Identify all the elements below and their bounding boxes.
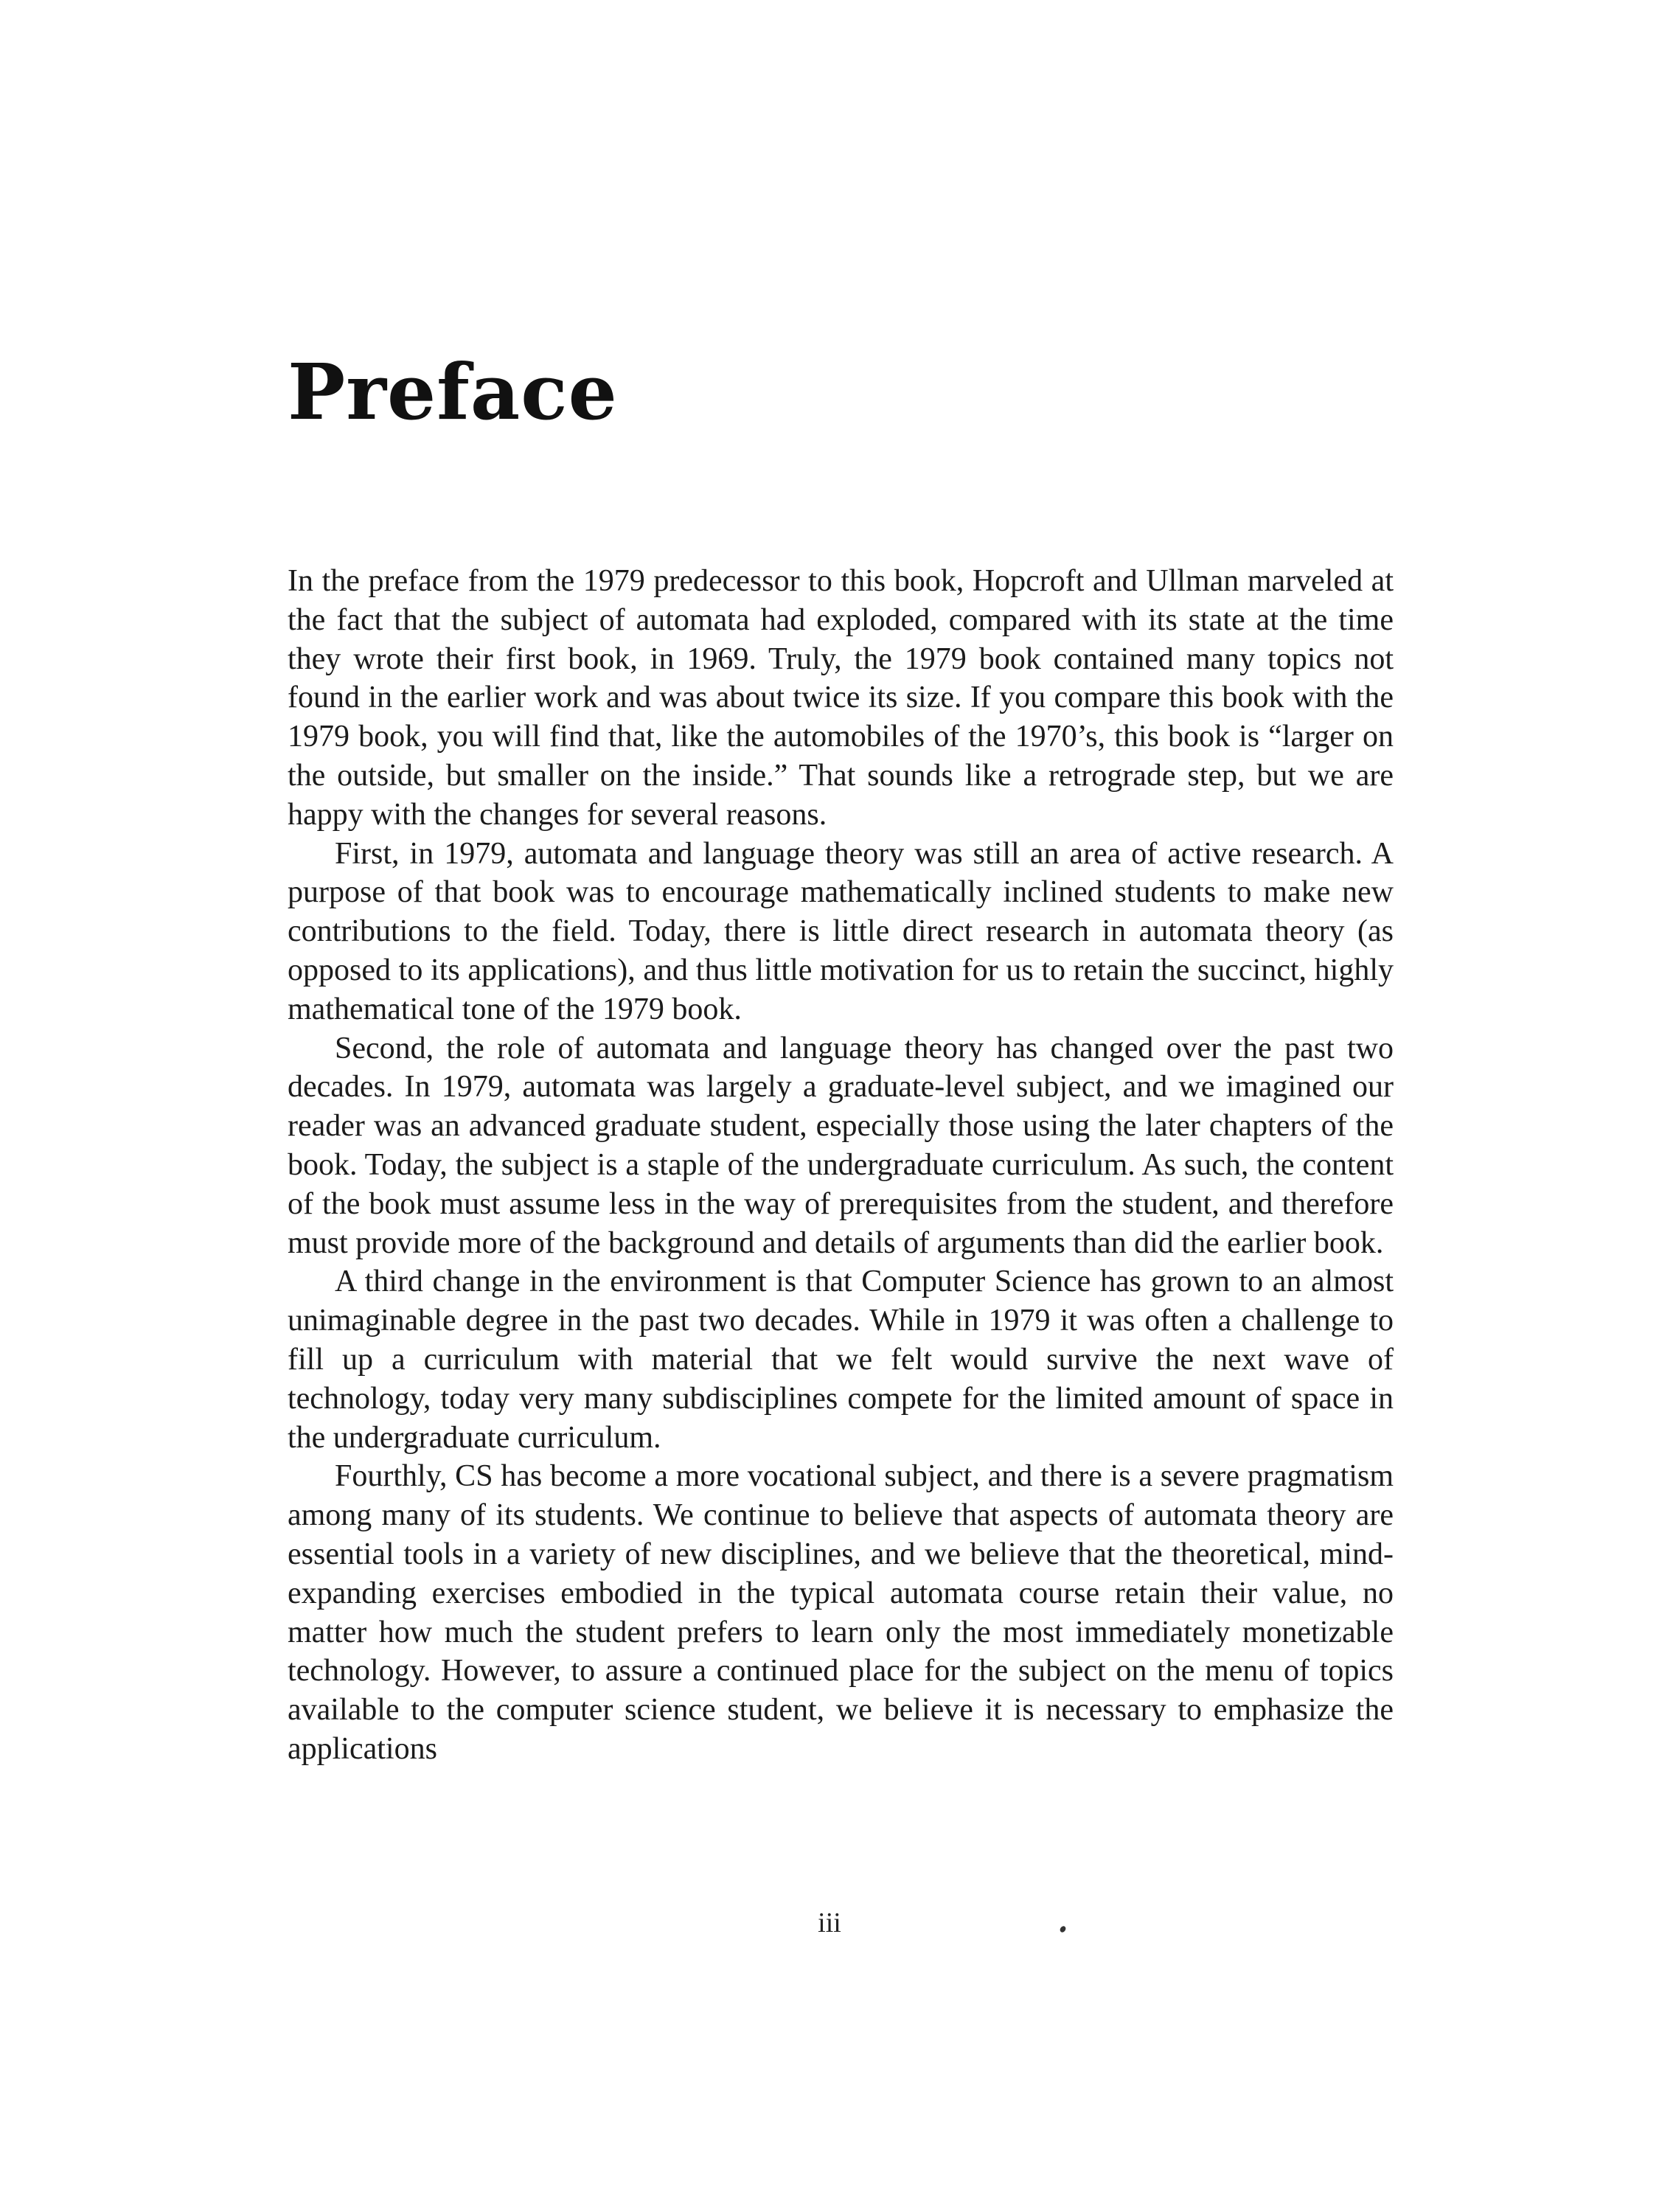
paragraph-5: Fourthly, CS has become a more vocational subject, and there is a severe pragmatism among many of its students. We continue to believe that aspects of automata theory are essential tools in a variety of new disciplines, and we believe that the theoretical, mind-expanding exercises embodied in the typical automata course retain their value, no matter how much the student prefers to learn only the most immediately monetizable technology. However, to assure a continued place for the subject on the menu of topics available to the computer science student, we believe it is necessary to emphasize the applications xyxy=(288,1459,1394,1766)
preface-body xyxy=(288,562,1394,1769)
paragraph-1: In the preface from the 1979 predecessor to this book, Hopcroft and Ullman marveled at the fact that the subject of automata had exploded, compared with its state at the time they wrote their first book, in 1969. Truly, the 1979 book contained many topics not found in the earlier work and was about twice its size. If you compare this book with the 1979 book, you will find that, like the automobiles of the 1970’s, this book is “larger on the outside, but smaller on the inside.” That sounds like a retrograde step, but we are happy with the changes for several reasons. xyxy=(288,564,1394,832)
page-number: iii xyxy=(818,1907,841,1938)
chapter-title: Preface xyxy=(288,347,618,437)
scan-speck xyxy=(1059,1925,1067,1933)
paragraph-2: First, in 1979, automata and language theory was still an area of active research. A purpose of that book was to encourage mathematically inclined students to make new contributions to the field. Today, there is little direct research in automata theory (as opposed to its applications), and thus little motivation for us to retain the succinct, highly mathematical tone of the 1979 book. xyxy=(288,836,1394,1026)
paragraph-4: A third change in the environment is that Computer Science has grown to an almost unimaginable degree in the past two decades. While in 1979 it was often a challenge to fill up a curriculum with material that we felt would survive the next wave of technology, today very many subdisciplines compete for the limited amount of space in the undergraduate curriculum. xyxy=(288,1265,1394,1455)
paragraph-3: Second, the role of automata and language theory has changed over the past two decades. In 1979, automata was largely a graduate-level subject, and we imagined our reader was an advanced graduate student, especially those using the later chapters of the book. Today, the subject is a staple of the undergraduate curriculum. As such, the content of the book must assume less in the way of prerequisites from the student, and therefore must provide more of the background and details of arguments than did the earlier book. xyxy=(288,1031,1394,1260)
